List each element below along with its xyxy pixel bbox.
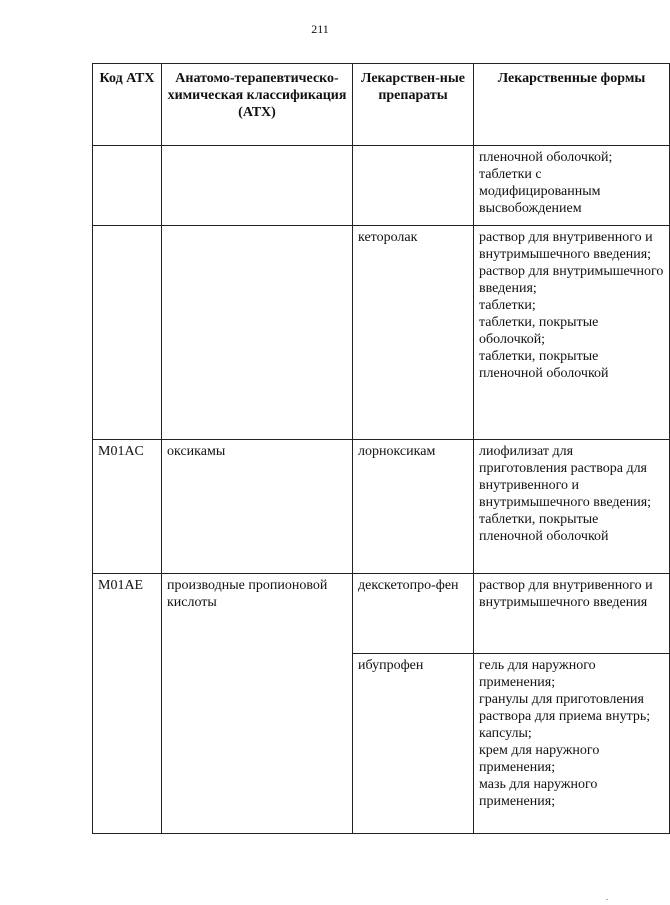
cell-forms: пленочной оболочкой; таблетки с модифицированным высвобождением [474,146,670,226]
header-drugs: Лекарствен-ные препараты [353,64,474,146]
cell-drug: декскетопро-фен [353,574,474,654]
cell-forms: гель для наружного применения; гранулы для приготовления раствора для приема внутрь; капсулы; крем для наружного применения; мазь для наружного применения; [474,654,670,834]
table-row [93,440,670,574]
cell-drug: ибупрофен [353,654,474,834]
cell-classification: производные пропионовой кислоты [162,574,353,834]
cell-forms: раствор для внутривенного и внутримышечного введения [474,574,670,654]
table-row [93,574,670,654]
cell-classification: оксикамы [162,440,353,574]
cell-classification [162,146,353,226]
cell-forms: раствор для внутривенного и внутримышечного введения; раствор для внутримышечного введения; таблетки; таблетки, покрытые оболочкой; таблетки, покрытые пленочной оболочкой [474,226,670,440]
cell-code: M01AC [93,440,162,574]
cell-forms: лиофилизат для приготовления раствора для внутривенного и внутримышечного введения; таблетки, покрытые пленочной оболочкой [474,440,670,574]
cell-code [93,146,162,226]
table-row [93,146,670,226]
cell-classification [162,226,353,440]
cell-code: M01AE [93,574,162,834]
table-row [93,226,670,440]
header-dosage-forms: Лекарственные формы [474,64,670,146]
header-atc-code: Код АТХ [93,64,162,146]
cell-drug: лорноксикам [353,440,474,574]
cell-drug [353,146,474,226]
page-number: 211 [311,22,329,36]
cell-code [93,226,162,440]
table-header-row [93,64,670,146]
margin-mark: . [606,892,609,902]
cell-drug: кеторолак [353,226,474,440]
atc-table [92,63,670,834]
header-classification: Анатомо-терапевтическо-химическая классификация (АТХ) [162,64,353,146]
